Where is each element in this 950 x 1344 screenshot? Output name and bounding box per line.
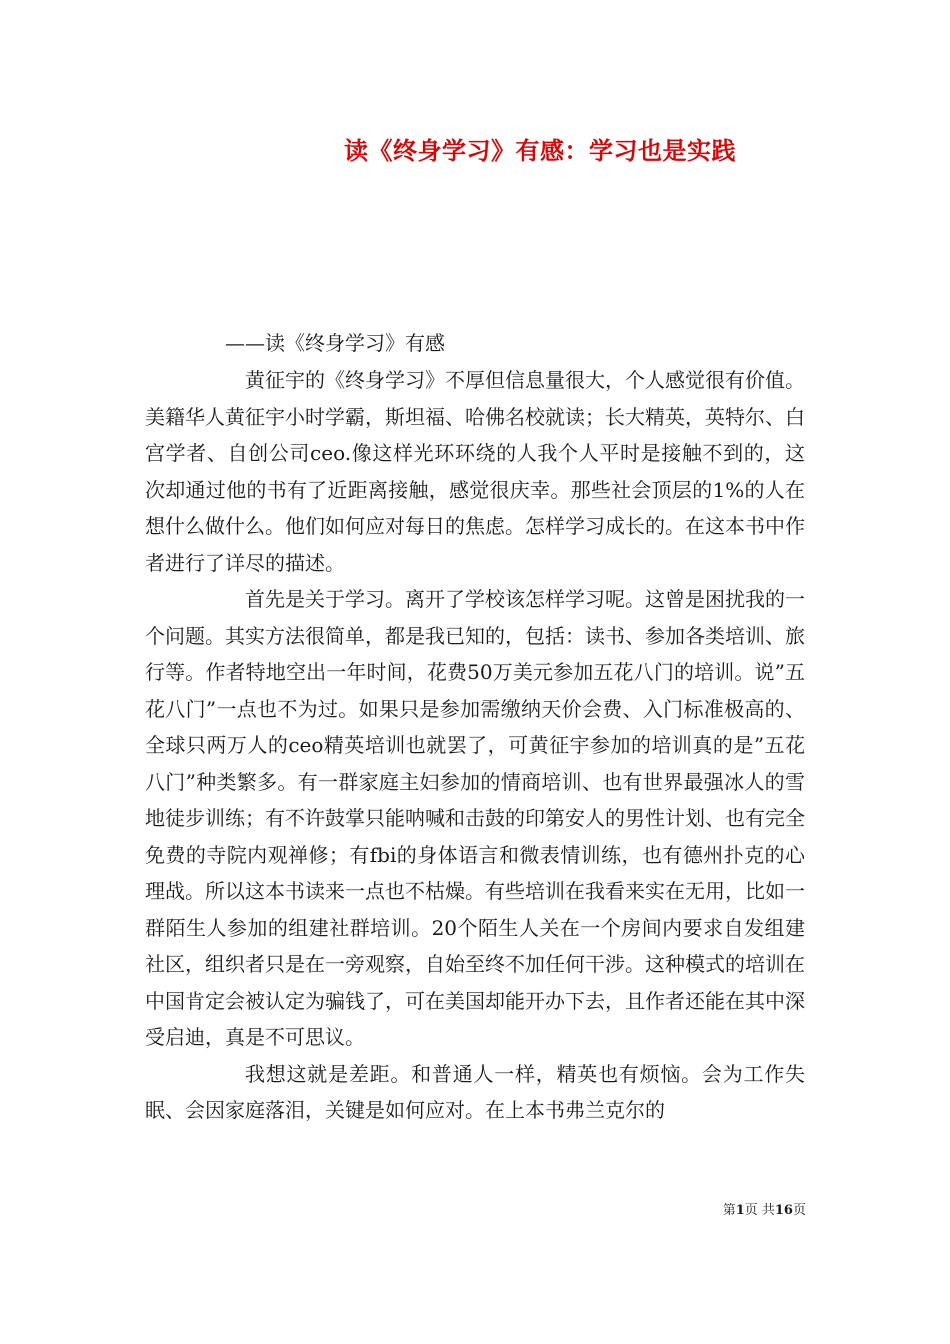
footer-prefix: 第 [722, 1203, 736, 1218]
page-footer [0, 1202, 806, 1220]
footer-suffix: 页 [792, 1203, 806, 1218]
footer-total-pages: 16 [774, 1203, 793, 1218]
body-paragraph: 黄征宇的《终身学习》不厚但信息量很大，个人感觉很有价值。美籍华人黄征宇小时学霸，斯坦福、哈佛名校就读；长大精英，英特尔、白宫学者、自创公司ceo.像这样光环环绕的人我个人平时是接触不到的，这次却通过他的书有了近距离接触，感觉很庆幸。那些社会顶层的1%的人在想什么做什么。他们如何应对每日的焦虑。怎样学习成长的。在这本书中作者进行了详尽的描述。 [145, 368, 805, 575]
document-subtitle: ——读《终身学习》有感 [225, 331, 445, 355]
body-paragraph: 我想这就是差距。和普通人一样，精英也有烦恼。会为工作失眠、会因家庭落泪，关键是如何应对。在上本书弗兰克尔的 [145, 1061, 805, 1122]
body-paragraph: 首先是关于学习。离开了学校该怎样学习呢。这曾是困扰我的一个问题。其实方法很简单，都是我已知的，包括：读书、参加各类培训、旅行等。作者特地空出一年时间，花费50万美元参加五花八门的培训。说”五花八门”一点也不为过。如果只是参加需缴纳天价会费、入门标准极高的、全球只两万人的ceo精英培训也就罢了，可黄征宇参加的培训真的是”五花八门”种类繁多。有一群家庭主妇参加的情商培训、也有世界最强冰人的雪地徒步训练；有不许鼓掌只能呐喊和击鼓的印第安人的男性计划、也有完全免费的寺院内观禅修；有fbi的身体语言和微表情训练，也有德州扑克的心理战。所以这本书读来一点也不枯燥。有些培训在我看来实在无用，比如一群陌生人参加的组建社群培训。20个陌生人关在一个房间内要求自发组建社区，组织者只是在一旁观察，自始至终不加任何干涉。这种模式的培训在中国肯定会被认定为骗钱了，可在美国却能开办下去，且作者还能在其中深受启迪，真是不可思议。 [145, 587, 805, 1049]
document-body [145, 362, 805, 1129]
footer-middle: 页 共 [744, 1203, 775, 1218]
footer-current-page: 1 [735, 1203, 745, 1218]
document-title: 读《终身学习》有感：学习也是实践 [344, 136, 736, 165]
